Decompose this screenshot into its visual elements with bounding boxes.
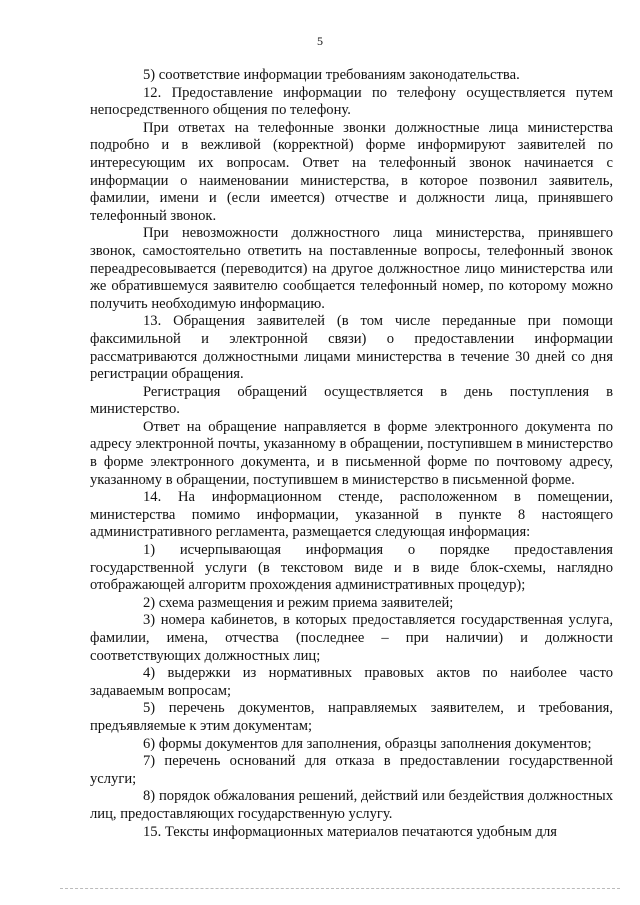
list-item-1: 1) исчерпывающая информация о порядке предоставления государственной услуги (в текстовом виде и в виде блок-схемы, наглядно отображающей алгоритм прохождения административных процедур); <box>90 542 613 594</box>
paragraph-item-5-compliance: 5) соответствие информации требованиям законодательства. <box>143 67 520 83</box>
paragraph-13-requests: 13. Обращения заявителей (в том числе переданные при помощи факсимильной и электронной связи) о предоставлении информации рассматриваются должностными лицами министерства в течение 30 дней со дня регистрации обращения. <box>90 313 613 383</box>
page-number: 5 <box>317 34 323 48</box>
list-item-6: 6) формы документов для заполнения, образцы заполнения документов; <box>143 735 592 752</box>
list-item-8: 8) порядок обжалования решений, действий или бездействия должностных лиц, предоставляющих государственную услугу. <box>90 788 613 822</box>
list-item-4: 4) выдержки из нормативных правовых актов по наиболее часто задаваемым вопросам; <box>90 665 613 699</box>
paragraph-phone-redirect: При невозможности должностного лица министерства, принявшего звонок, самостоятельно ответить на поставленные вопросы, телефонный звонок переадресовывается (переводится) на другое должностное лицо министерства или же обратившемуся заявителю сообщается телефонный номер, по которому можно получить необходимую информацию. <box>90 225 613 312</box>
paragraph-phone-answers: При ответах на телефонные звонки должностные лица министерства подробно и в вежливой (корректной) форме информируют заявителей по интересующим их вопросам. Ответ на телефонный звонок начинается с информации о наименовании министерства, в которое позвонил заявитель, фамилии, имени и (если имеется) отчестве и должности лица, принявшего телефонный звонок. <box>90 119 613 224</box>
paragraph-15-texts: 15. Тексты информационных материалов печатаются удобным для <box>143 823 557 840</box>
document-body <box>90 67 613 841</box>
paragraph-12-phone-info: 12. Предоставление информации по телефону осуществляется путем непосредственного общения по телефону. <box>90 84 613 119</box>
list-item-3: 3) номера кабинетов, в которых предоставляется государственная услуга, фамилии, имена, отчества (последнее – при наличии) и должности соответствующих должностных лиц; <box>90 612 613 664</box>
list-item-2: 2) схема размещения и режим приема заявителей; <box>143 594 454 611</box>
paragraph-14-info-stand: 14. На информационном стенде, расположенном в помещении, министерства помимо информации, указанной в пункте 8 настоящего административного регламента, размещается следующая информация: <box>90 489 613 541</box>
paragraph-registration: Регистрация обращений осуществляется в день поступления в министерство. <box>90 383 613 418</box>
list-item-7: 7) перечень оснований для отказа в предоставлении государственной услуги; <box>90 753 613 787</box>
paragraph-response: Ответ на обращение направляется в форме электронного документа по адресу электронной почты, указанному в обращении, поступившем в министерство в форме электронного документа, и в письменной форме по почтовому адресу, указанному в обращении, поступившем в министерство в письменной форме. <box>90 418 613 488</box>
scan-bottom-edge <box>60 888 620 889</box>
list-item-5: 5) перечень документов, направляемых заявителем, и требования, предъявляемые к этим документам; <box>90 700 613 734</box>
